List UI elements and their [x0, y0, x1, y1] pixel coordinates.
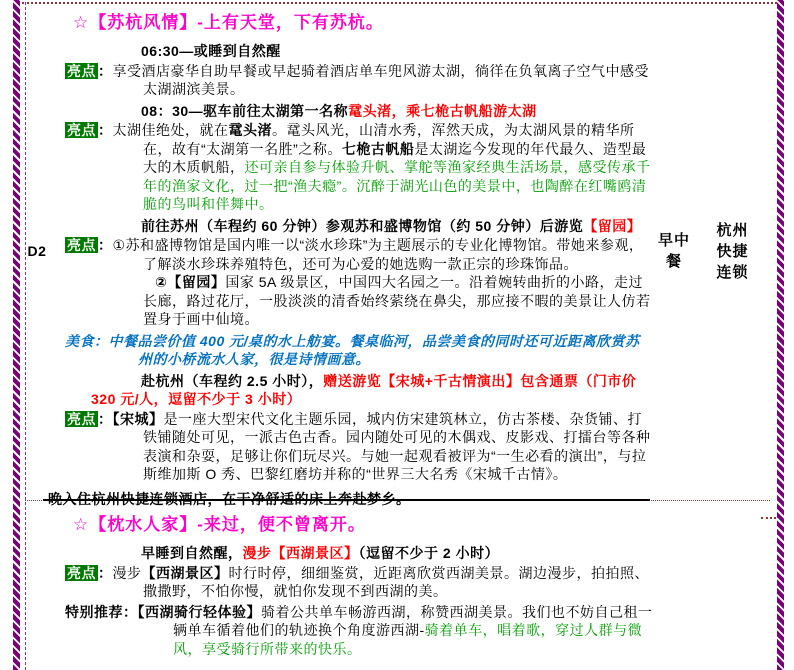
highlight-badge: 亮点	[67, 564, 96, 581]
text-run: 时行时停，细细鉴赏，近距离欣赏西湖美景。湖边漫步，拍拍照、撒撒野，不怕你慢，就怕你发现不到西湖的美。	[143, 564, 649, 599]
text-run: 享受酒店豪华自助早餐或早起骑着酒店单车兜风游太湖，徜徉在负氧离子空气中感受太湖湖滨美景。	[112, 62, 649, 97]
text-run: ：	[98, 62, 113, 79]
text-run: 太湖佳绝处，就在	[112, 122, 229, 138]
hotel-label	[695, 506, 770, 670]
text-run: 还可亲自参与体验升帆、掌舵等渔家经典生活场景，感受传承千年的渔家文化，过一把“渔夫瘾”。沉醉于湖光山色的美景中，也陶醉在红嘴鸥清脆的鸟叫和伴舞中。	[143, 159, 651, 212]
meals-label	[653, 4, 695, 498]
page-art-border-right	[777, 0, 784, 670]
text-run: ☆【苏杭风情】-上有天堂，下有苏杭。	[73, 13, 384, 32]
text-run: 赠送游览【宋城+千古情演出】包含通票（门市价 320 元/人，逗留不少于 3 小时）	[91, 372, 637, 407]
highlight-breakfast	[48, 62, 653, 99]
text-run: 漫步【西湖景区】	[242, 545, 359, 561]
text-run: 赴杭州（车程约 2.5 小时），	[141, 372, 324, 389]
text-run: 。鼋头风光，山清水秀，浑然天成，为太湖风景的精华所在，故有“太湖第一名胜”之称。	[143, 122, 635, 157]
special-recommendation-cycling	[48, 603, 653, 659]
day3-content	[48, 506, 653, 670]
schedule-item-hangzhou	[48, 372, 653, 409]
itinerary-row-day2	[26, 4, 770, 507]
highlight-museum	[48, 236, 653, 273]
text-run: 美食：中餐品尝价值 400 元/桌的水上舫宴。餐桌临河，品尝美食的同时还可近距离欣赏苏州的小桥流水人家，很是诗情画意。	[65, 332, 640, 367]
text-run: 是一座大型宋代文化主题乐园，城内仿宋建筑林立，仿古茶楼、杂货铺、打铁铺随处可见，一派古色古香。园内随处可见的木偶戏、皮影戏、打擂台等各种表演和杂耍，足够让你们玩尽兴。与她一起观看被评为“一生必看的演出”，与拉斯维加斯 O 秀、巴黎红磨坊并称的“世界三大名秀《宋城千古情》。	[143, 410, 651, 482]
text-run: ②【留园】	[155, 274, 226, 290]
text-run: ：	[98, 237, 113, 253]
row-divider-solid	[43, 499, 650, 501]
schedule-item-westlake	[48, 544, 653, 563]
page-art-border-left	[13, 0, 20, 670]
text-run: 【西湖骑行轻体验】	[137, 603, 261, 620]
text-run: 08：30—驱车前往太湖第一名称	[141, 102, 349, 119]
meals-label	[653, 506, 695, 670]
day2-content	[48, 4, 653, 507]
text-run: 是太湖迄今发现的年代最久、造型最大的木质帆船，	[143, 140, 647, 175]
label-line: 餐	[665, 253, 682, 270]
text-run: ：	[98, 122, 113, 138]
text-run: 特别推荐：	[65, 603, 138, 620]
text-run: ：	[98, 410, 113, 427]
label-line: 杭州	[716, 221, 749, 239]
text-run: 骑着公共单车畅游西湖，称赞西湖美景。我们也不妨自己租一辆单车循着他们的轨迹换个角度游西湖-	[173, 603, 653, 638]
highlight-songcheng	[48, 410, 653, 484]
text-run: 【留园】	[583, 217, 642, 234]
day-label	[26, 506, 48, 670]
text-run: ：	[98, 564, 113, 581]
text-run: 06:30—或睡到自然醒	[141, 43, 281, 59]
text-run: ☆【枕水人家】-来过，便不曾离开。	[73, 515, 366, 534]
day-label: D2	[27, 242, 47, 259]
text-run: 【西湖景区】	[141, 564, 229, 581]
highlight-badge: 亮点	[67, 122, 96, 138]
schedule-item-suzhou	[48, 217, 653, 236]
highlight-liuyuan	[48, 273, 653, 329]
text-run: 国家 5A 级景区，中国四大名园之一。沿着婉转曲折的小路，走过长廊，路过花厅，一股淡淡的清香始终萦绕在鼻尖，那应接不暇的美景让人仿若置身于画中仙境。	[143, 274, 651, 327]
text-run: 【宋城】	[112, 410, 164, 427]
itinerary-row-day3	[26, 506, 770, 670]
food-note	[48, 332, 653, 369]
section-title-suhang	[73, 12, 653, 34]
text-run: 鼋头渚	[228, 122, 272, 138]
highlight-badge: 亮点	[67, 62, 96, 79]
highlight-yuantouzhu	[48, 121, 653, 214]
highlight-badge: 亮点	[67, 237, 96, 253]
text-run: 漫步	[112, 564, 142, 581]
highlight-badge: 亮点	[67, 410, 96, 427]
label-line: 快捷	[716, 242, 749, 260]
schedule-item-yuantouzhu	[48, 102, 653, 121]
text-run: （逗留不少于 2 小时）	[358, 545, 500, 561]
text-run: 晚入住杭州快捷连锁酒店，在干净舒适的床上奔赴梦乡。	[48, 490, 411, 507]
text-run: 七桅古帆船	[341, 140, 415, 157]
text-run: 骑着单车，唱着歌，穿过人群与微风，享受骑行所带来的快乐。	[173, 622, 643, 657]
section-title-zhenshui	[73, 514, 653, 536]
schedule-item-wakeup	[48, 42, 653, 61]
text-run: 鼋头渚，乘七桅古帆船游太湖	[348, 102, 537, 119]
highlight-westlake	[48, 564, 653, 601]
label-line: 早中	[657, 232, 690, 249]
text-run: ①苏和盛博物馆是国内唯一以“淡水珍珠”为主题展示的专业化博物馆。带她来参观，了解淡水珍珠养殖特色，还可为心爱的她选购一款正宗的珍珠饰品。	[112, 237, 644, 272]
hotel-label	[695, 4, 770, 498]
text-run: 早睡到自然醒，	[141, 545, 243, 561]
text-run: 前往苏州（车程约 60 分钟）参观苏和盛博物馆（约 50 分钟）后游览	[141, 217, 584, 234]
label-line: 连锁	[716, 263, 749, 281]
